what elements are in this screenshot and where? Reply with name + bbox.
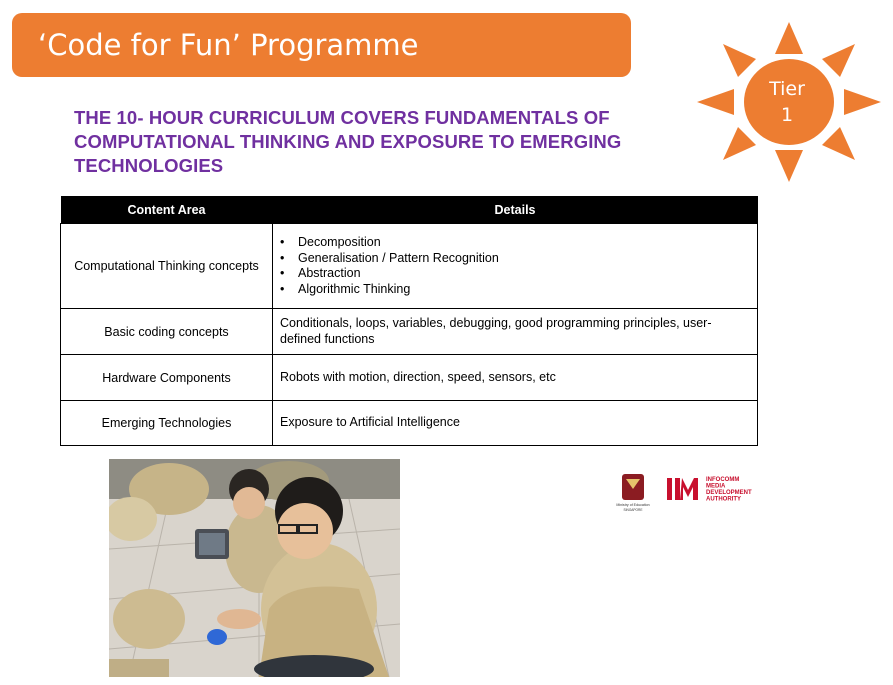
tier-label — [752, 76, 822, 128]
tier-number: 1 — [780, 104, 794, 126]
bullet-icon: • — [280, 250, 285, 265]
content-area-cell: Hardware Components — [61, 355, 273, 401]
bullet-icon: • — [280, 281, 285, 296]
list-item — [280, 282, 737, 298]
title-banner — [12, 13, 631, 77]
list-item — [280, 251, 737, 267]
list-item — [280, 235, 737, 251]
header-content-area: Content Area — [61, 196, 273, 224]
moe-logo — [616, 474, 649, 512]
header-details: Details — [273, 196, 758, 224]
imda-line-2: MEDIA — [706, 483, 726, 490]
moe-subcaption: SINGAPORE — [623, 508, 643, 512]
content-area-cell: Basic coding concepts — [61, 309, 273, 355]
curriculum-heading: THE 10- HOUR CURRICULUM COVERS FUNDAMENTALS OF COMPUTATIONAL THINKING AND EXPOSURE TO EMERGING TECHNOLOGIES — [74, 107, 622, 176]
partner-logos — [612, 470, 762, 514]
list-item-text: Generalisation / Pattern Recognition — [298, 250, 499, 265]
bullet-icon: • — [280, 266, 285, 280]
details-bullet-list — [280, 235, 737, 297]
table-row — [61, 401, 758, 446]
imda-line-4: AUTHORITY — [706, 496, 741, 503]
list-item — [280, 266, 737, 282]
imda-line-1: INFOCOMM — [706, 477, 740, 483]
details-cell — [273, 224, 758, 309]
list-item-text: Abstraction — [298, 266, 361, 280]
imda-line-3: DEVELOPMENT — [706, 490, 752, 496]
content-area-cell: Emerging Technologies — [61, 401, 273, 446]
curriculum-table — [60, 196, 758, 446]
content-area-cell: Computational Thinking concepts — [61, 224, 273, 309]
page-title: ‘Code for Fun’ Programme — [38, 27, 419, 62]
table-row — [61, 355, 758, 401]
details-cell: Exposure to Artificial Intelligence — [273, 401, 758, 446]
table-row — [61, 309, 758, 355]
imda-logo — [667, 477, 752, 503]
list-item-text: Decomposition — [298, 235, 381, 249]
students-photo — [109, 459, 400, 677]
list-item-text: Algorithmic Thinking — [298, 281, 411, 296]
bullet-icon: • — [280, 235, 285, 249]
table-header-row — [61, 196, 758, 224]
table-row — [61, 224, 758, 309]
details-cell: Conditionals, loops, variables, debugging, good programming principles, user-defined functions — [273, 309, 758, 355]
moe-caption: Ministry of Education — [616, 503, 650, 507]
details-cell: Robots with motion, direction, speed, sensors, etc — [273, 355, 758, 401]
tier-word: Tier — [769, 78, 805, 100]
